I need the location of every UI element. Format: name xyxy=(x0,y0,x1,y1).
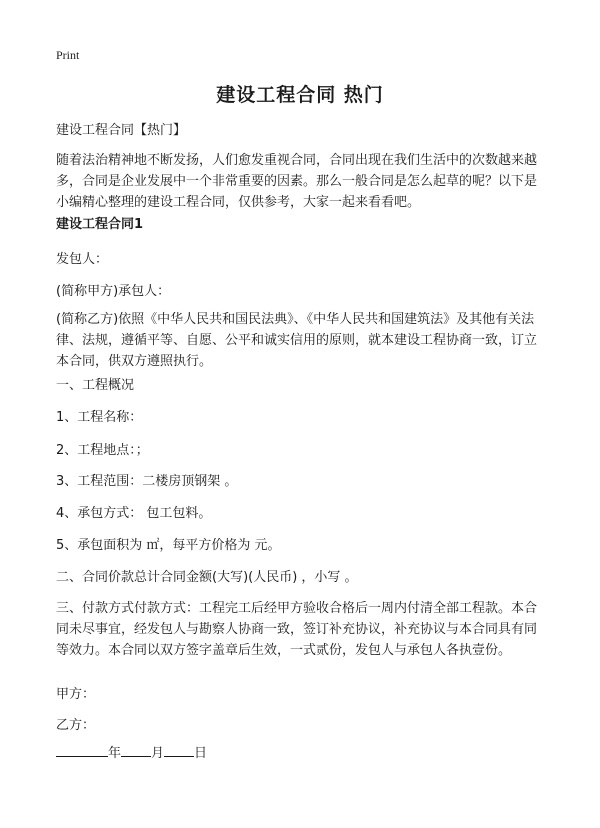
contract-price-paragraph: 二、合同价款总计合同金额(大写)(人民币) ，小写 。 xyxy=(56,570,358,585)
legal-basis-paragraph: (简称乙方)依照《中华人民共和国民法典》、《中华人民共和国建筑法》及其他有关法律、法规，遵循平等、自愿、公平和诚实信用的原则，就本建设工程协商一致，订立本合同，供双方遵照执行。 xyxy=(56,312,538,369)
year-label: 年 xyxy=(108,746,122,761)
intro-paragraph: 随着法治精神地不断发扬，人们愈发重视合同，合同出现在我们生活中的次数越来越多，合同是企业发展中一个非常重要的因素。那么一般合同是怎么起草的呢？以下是小编精心整理的建设工程合同，仅供参考，大家一起来看看吧。 xyxy=(56,153,538,210)
document-subtitle: 建设工程合同【热门】 xyxy=(56,123,187,138)
contract-area-line: 5、承包面积为 ㎡，每平方价格为 元。 xyxy=(56,538,281,553)
day-blank xyxy=(164,742,194,757)
day-label: 日 xyxy=(194,746,208,761)
project-name-line: 1、工程名称： xyxy=(56,410,143,425)
contract-method-line: 4、承包方式： 包工包料。 xyxy=(56,506,212,521)
project-location-line: 2、工程地点：； xyxy=(56,443,149,458)
section-heading: 建设工程合同1 xyxy=(56,217,144,232)
party-contractor-line: (简称甲方)承包人： xyxy=(56,284,171,299)
year-blank xyxy=(56,742,108,757)
party-a-signature-line: 甲方： xyxy=(56,687,96,702)
print-link[interactable]: Print xyxy=(56,48,80,62)
project-overview-heading: 一、工程概况 xyxy=(56,378,135,393)
party-b-signature-line: 乙方： xyxy=(56,718,96,733)
date-line xyxy=(56,742,207,764)
page-title: 建设工程合同 热门 xyxy=(216,84,384,106)
month-label: 月 xyxy=(151,746,165,761)
payment-terms-paragraph: 三、付款方式付款方式：工程完工后经甲方验收合格后一周内付清全部工程款。本合同未尽事宜，经发包人与勘察人协商一致，签订补充协议，补充协议与本合同具有同等效力。本合同以双方签字盖章后生效，一式贰份，发包人与承包人各执壹份。 xyxy=(56,601,538,658)
party-employer-line: 发包人： xyxy=(56,252,109,267)
project-scope-line: 3、工程范围：二楼房顶钢架 。 xyxy=(56,474,238,489)
month-blank xyxy=(121,742,151,757)
